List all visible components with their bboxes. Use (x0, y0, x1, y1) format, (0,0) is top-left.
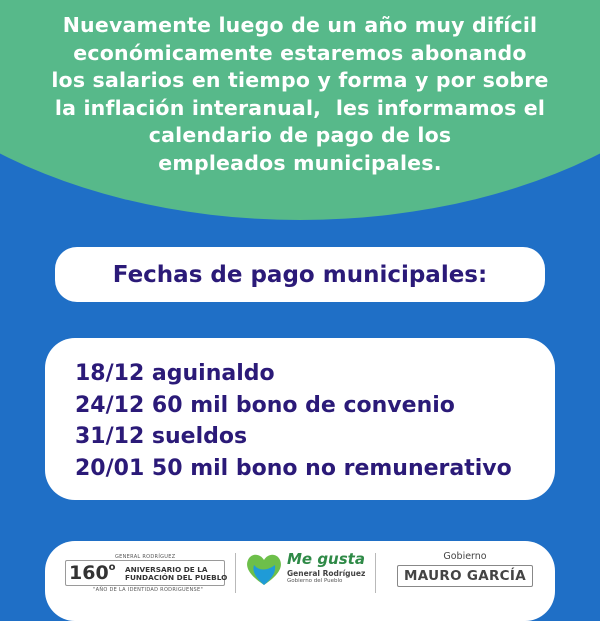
anniversary-logo (65, 554, 245, 594)
anniversary-bottom: "AÑO DE LA IDENTIDAD RODRIGUENSE" (93, 587, 204, 593)
megusta-line2: Gobierno del Pueblo (287, 578, 343, 584)
intro-line: Nuevamente luego de un año muy difícil (62, 13, 538, 37)
gobierno-name: MAURO GARCÍA (397, 565, 533, 587)
list-item: 24/12 60 mil bono de convenio (75, 392, 455, 418)
divider (375, 553, 376, 593)
anniversary-line2: FUNDACIÓN DEL PUEBLO (125, 573, 228, 582)
anniversary-top: GENERAL RODRÍGUEZ (115, 554, 176, 560)
megusta-title: Me gusta (287, 550, 365, 568)
title-pill (55, 247, 545, 302)
page-title: Fechas de pago municipales: (112, 261, 488, 288)
payment-dates-card (45, 338, 555, 500)
intro-line: económicamente estaremos abonando (73, 40, 527, 65)
list-item: 18/12 aguinaldo (75, 361, 275, 386)
intro-line: los salarios en tiempo y forma y por sobre (51, 68, 549, 92)
anniversary-number-text: 160 (69, 562, 109, 584)
intro-line: la inflación interanual, les informamos el (54, 95, 546, 120)
gobierno-logo (397, 551, 533, 587)
list-item: 31/12 sueldos (75, 424, 248, 449)
gobierno-label: Gobierno (443, 551, 487, 562)
intro-text (20, 12, 580, 177)
heart-logo-icon (245, 551, 283, 587)
intro-line: empleados municipales. (158, 150, 442, 175)
footer-logos (45, 541, 555, 621)
anniversary-degree: o (108, 562, 116, 573)
megusta-logo (287, 549, 365, 584)
payment-dates-list (45, 338, 555, 484)
anniversary-line1: ANIVERSARIO DE LA (125, 565, 208, 574)
megusta-line1: General Rodríguez (287, 569, 366, 578)
anniversary-number (69, 562, 116, 584)
intro-line: calendario de pago de los (148, 123, 452, 147)
divider (235, 553, 236, 593)
list-item: 20/01 50 mil bono no remunerativo (75, 455, 512, 481)
